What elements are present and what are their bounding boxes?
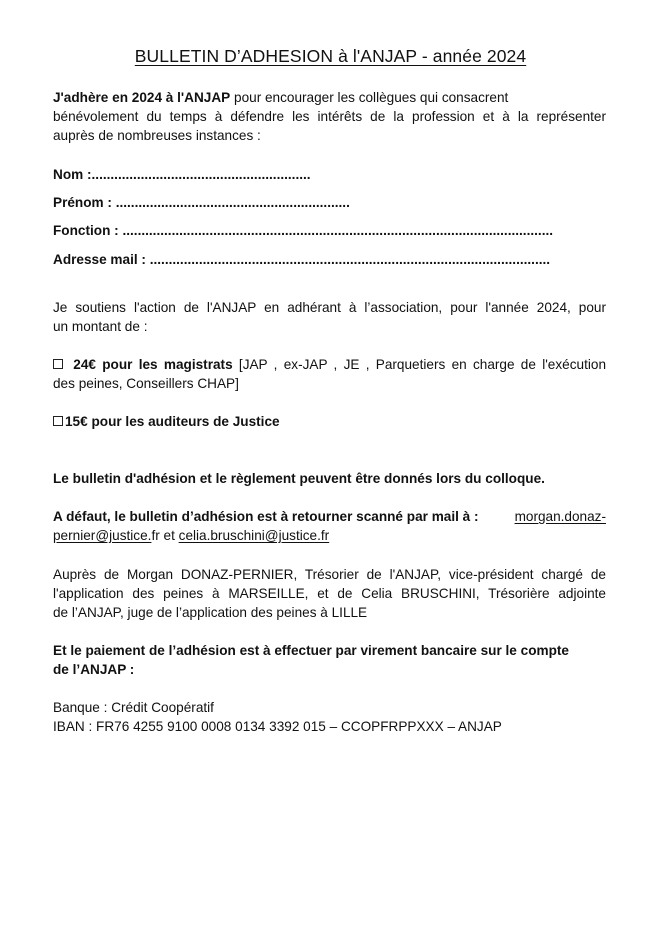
email-morgan-part2[interactable]: pernier@justice. [53, 528, 152, 543]
email-morgan-part3: fr [151, 528, 160, 543]
nom-dots: .......................................................... [91, 167, 311, 182]
prenom-dots: .............................................................. [115, 195, 350, 210]
colloque-notice: Le bulletin d'adhésion et le règlement peuvent être donnés lors du colloque. [53, 471, 545, 486]
option-auditeurs[interactable] [53, 413, 280, 431]
aupres-line-3: de l’ANJAP, juge de l’application des peines à LILLE [53, 605, 368, 620]
banque-name: Banque : Crédit Coopératif [53, 700, 214, 715]
email-celia[interactable]: celia.bruschini@justice.fr [178, 528, 330, 543]
intro-line-3: auprès de nombreuses instances : [53, 128, 261, 143]
nom-field[interactable] [53, 166, 311, 184]
paiement-line-2: de l’ANJAP : [53, 662, 135, 677]
intro-bold: J'adhère en 2024 à l'ANJAP [53, 90, 231, 105]
defaut-bold: A défaut, le bulletin d’adhésion est à retourner scanné par mail à : [53, 509, 479, 524]
fonction-field[interactable] [53, 222, 606, 240]
option-magistrats[interactable] [53, 356, 606, 374]
intro-line1-rest: pour encourager les collègues qui consacrent [230, 90, 509, 105]
checkbox-magistrats[interactable] [53, 359, 63, 369]
banque-iban: IBAN : FR76 4255 9100 0008 0134 3392 015 – CCOPFRPPXXX – ANJAP [53, 719, 502, 734]
aupres-line-1: Auprès de Morgan DONAZ-PERNIER, Trésorier de l'ANJAP, vice-président chargé de [53, 567, 606, 582]
email-morgan-part1[interactable]: morgan.donaz- [514, 509, 606, 524]
intro-line-2: bénévolement du temps à défendre les intérêts de la profession et à la représenter [53, 109, 606, 124]
mail-dots: .......................................................................................................... [149, 252, 551, 267]
aupres-line-2: l'application des peines à MARSEILLE, et de Celia BRUSCHINI, Trésorière adjointe [53, 586, 606, 601]
checkbox-auditeurs[interactable] [53, 416, 63, 426]
defaut-line-2 [53, 527, 329, 545]
prenom-label: Prénom : [53, 195, 116, 210]
option-magistrats-label: 24€ pour les magistrats [73, 357, 233, 372]
fonction-dots: .................................................................................................................. [122, 223, 554, 238]
support-line-1: Je soutiens l'action de l'ANJAP en adhérant à l’association, pour l'année 2024, pour [53, 300, 606, 315]
mail-field[interactable] [53, 251, 606, 269]
support-line-2: un montant de : [53, 319, 148, 334]
mail-label: Adresse mail : [53, 252, 150, 267]
fonction-label: Fonction : [53, 223, 123, 238]
nom-label: Nom : [53, 167, 92, 182]
defaut-line-1 [53, 508, 606, 526]
intro-line-1 [53, 89, 606, 107]
option-auditeurs-label: 15€ pour les auditeurs de Justice [65, 414, 280, 429]
paiement-line-1: Et le paiement de l’adhésion est à effectuer par virement bancaire sur le compte [53, 643, 569, 658]
option-magistrats-line-2: des peines, Conseillers CHAP] [53, 376, 239, 391]
email-and: et [159, 528, 179, 543]
prenom-field[interactable] [53, 194, 350, 212]
page-title: BULLETIN D’ADHESION à l'ANJAP - année 2024 [134, 46, 527, 66]
option-magistrats-details: [JAP , ex-JAP , JE , Parquetiers en charge de l'exécution [238, 357, 607, 372]
